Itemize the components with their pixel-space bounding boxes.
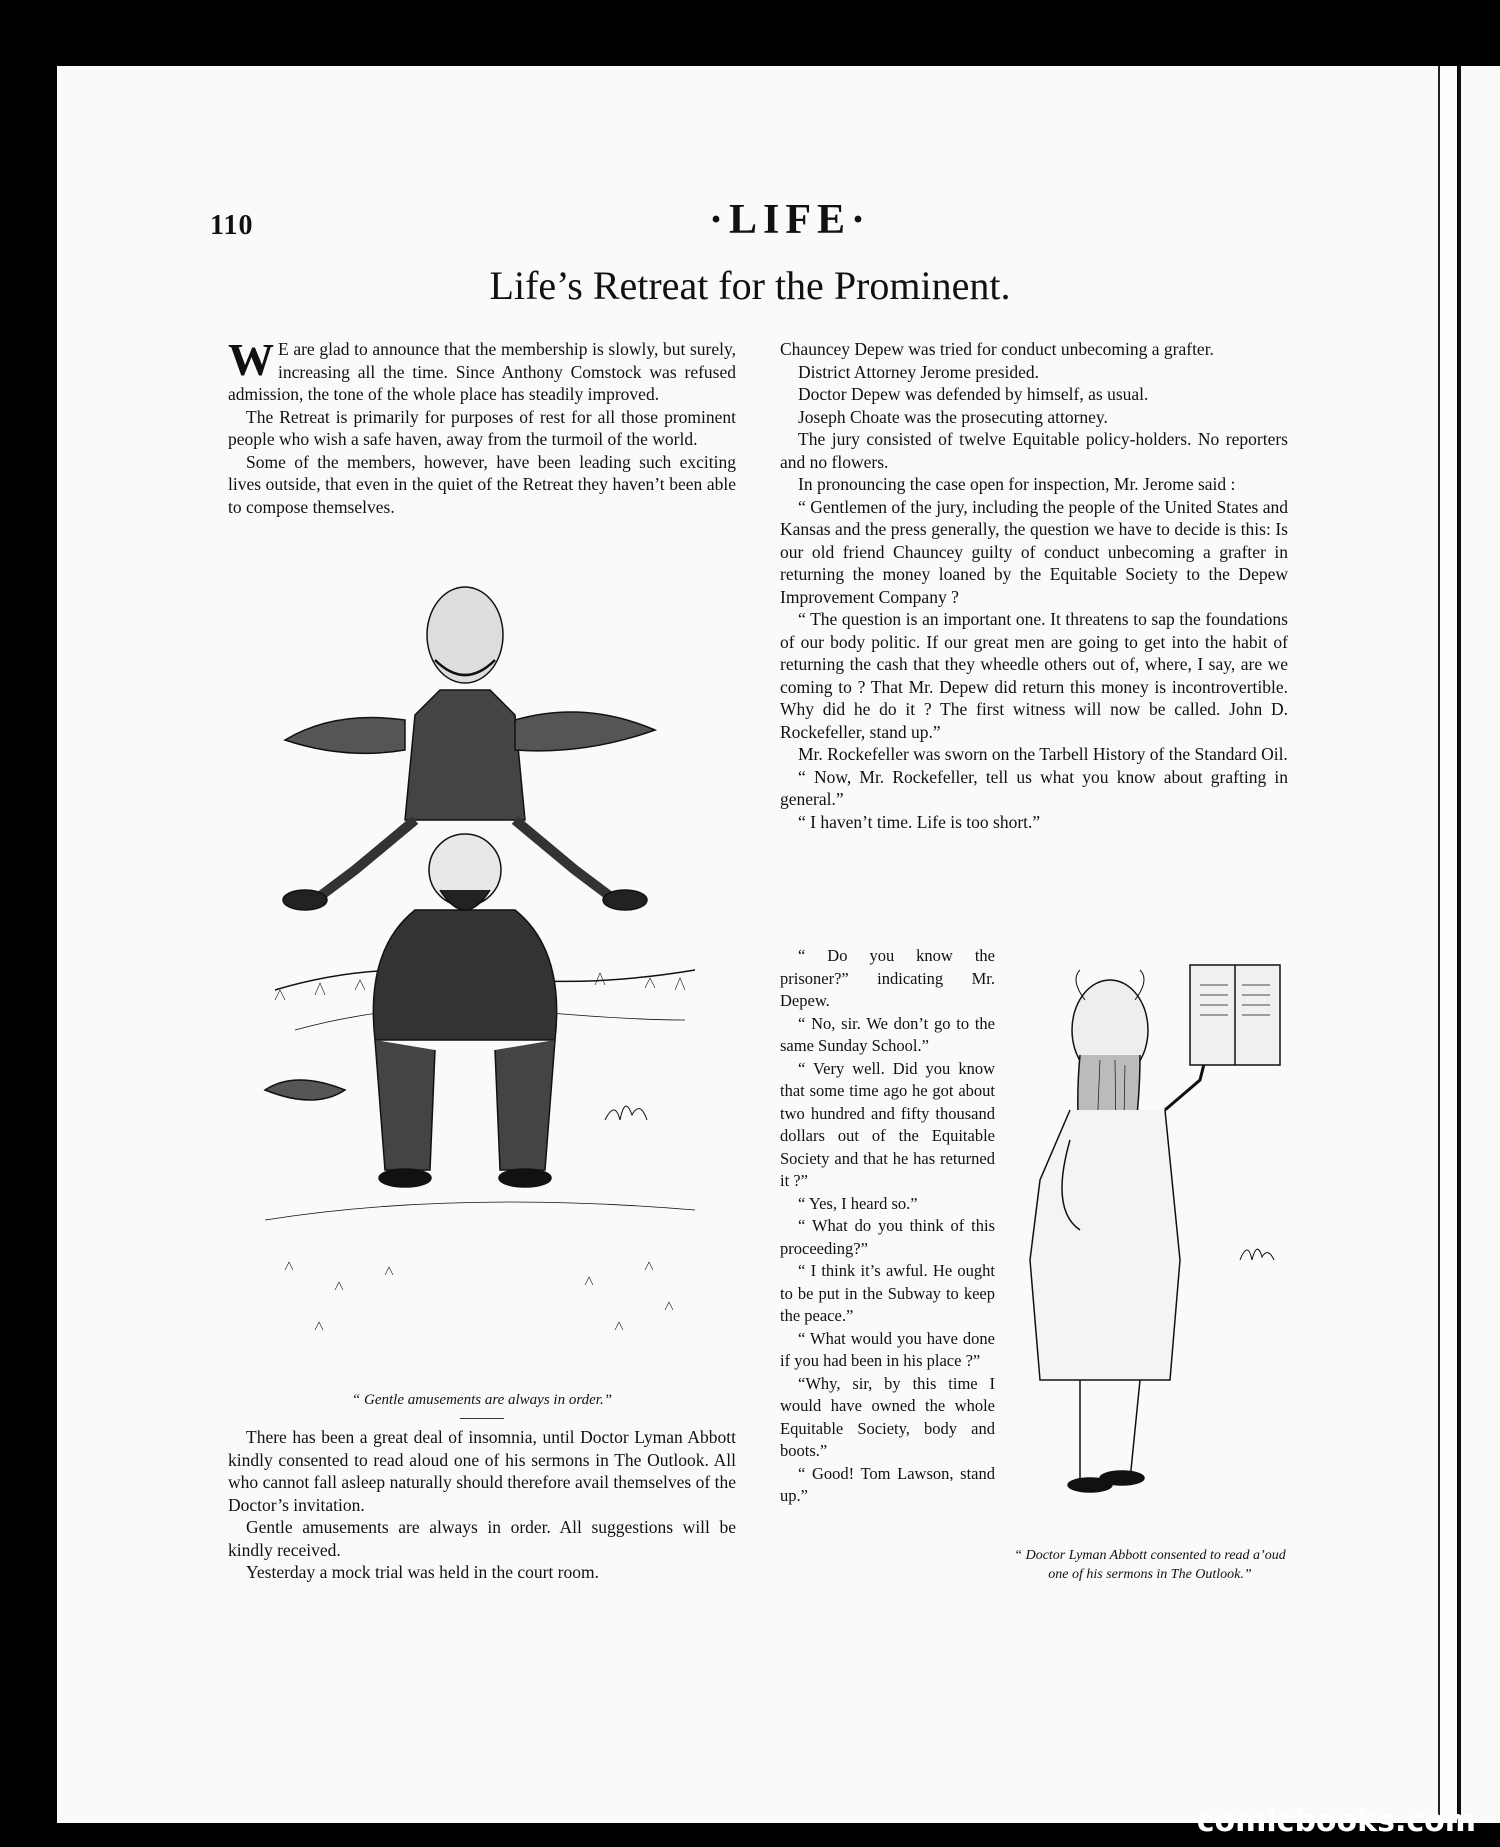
illustration-caption: “ Gentle amusements are always in order.” [351,1392,613,1408]
paragraph: “ No, sir. We don’t go to the same Sunday School.” [780,1013,995,1055]
paragraph: Joseph Choate was the prosecuting attorney. [798,406,1108,427]
right-column-narrow [780,945,995,1508]
intro-paragraph: W E are glad to announce that the membership is slowly, but surely, increasing all the time. Since Anthony Comstock was refused admission, the tone of the whole place has steadily improved. [228,334,736,404]
paragraph: “ Do you know the prisoner?” indicating Mr. Depew. [780,946,995,1010]
paragraph: Doctor Depew was defended by himself, as usual. [798,384,1149,404]
abbott-caption: “ Doctor Lyman Abbott consented to read a’oud one of his sermons in The Outlook.” [1014,1548,1286,1582]
drop-cap: W [228,334,274,385]
paragraph: “ I think it’s awful. He ought to be put in the Subway to keep the peace.” [780,1261,995,1325]
paragraph: “ Good! Tom Lawson, stand up.” [780,1463,995,1505]
caption-rule [460,1418,504,1419]
paragraph: In pronouncing the case open for inspection, Mr. Jerome said : [798,474,1236,494]
bearded-man-illustration [1010,960,1300,1520]
paragraph: There has been a great deal of insomnia, until Doctor Lyman Abbott kindly consented to read aloud one of his sermons in The Outlook. All who cannot fall asleep naturally should therefore avail themselves of the Doctor’s invitation. [228,1427,736,1515]
paragraph: “ Now, Mr. Rockefeller, tell us what you know about grafting in general.” [780,766,1288,809]
page-number: 110 [210,210,254,241]
paragraph: “ What do you think of this proceeding?” [780,1216,995,1258]
paragraph: Gentle amusements are always in order. All suggestions will be kindly received. [228,1517,736,1560]
paragraph: “ What would you have done if you had been in his place ?” [780,1328,995,1370]
masthead: ·LIFE· [708,197,872,243]
paragraph: “ Yes, I heard so.” [798,1193,918,1213]
paragraph: District Attorney Jerome presided. [798,361,1040,382]
article-title: Life’s Retreat for the Prominent. [489,263,1011,308]
watermark: comicbooks.com [1196,1804,1476,1839]
left-column-top [228,334,736,518]
paragraph: “Why, sir, by this time I would have owned the whole Equitable Society, body and boots.” [780,1373,995,1460]
paragraph: The jury consisted of twelve Equitable policy-holders. No reporters and no flowers. [780,429,1288,472]
paragraph: “ Gentlemen of the jury, including the people of the United States and Kansas and the press generally, the question we have to decide is this: Is our old friend Chauncey guilty of conduct unbecoming a grafter in returning the money loaned by the Equitable Society to the Depew Improvement Company ? [780,496,1288,607]
leapfrog-illustration [255,570,705,1380]
left-column-bottom [228,1426,736,1584]
paragraph: “ Very well. Did you know that some time ago he got about two hundred and fifty thousand dollars out of the Equitable Society and that he has returned it ?” [780,1058,995,1190]
next-page-edge [1458,66,1500,1823]
page-gutter [1438,66,1457,1823]
paragraph: Some of the members, however, have been leading such exciting lives outside, that even in the quiet of the Retreat they haven’t been able to compose themselves. [228,451,736,517]
paragraph: Yesterday a mock trial was held in the court room. [246,1562,599,1582]
paragraph: “ The question is an important one. It threatens to sap the foundations of our body politic. If our great men are going to get into the habit of returning the cash that they wheedle others out of, where, I say, are we coming to ? That Mr. Depew did return this money is incontrovertible. Why did he do it ? The first witness will now be called. John D. Rockefeller, stand up.” [780,609,1288,742]
right-column-top [780,338,1288,833]
paragraph: Mr. Rockefeller was sworn on the Tarbell History of the Standard Oil. [798,744,1288,764]
paragraph: “ I haven’t time. Life is too short.” [798,811,1041,832]
paragraph: The Retreat is primarily for purposes of rest for all those prominent people who wish a safe haven, away from the turmoil of the world. [228,406,736,449]
paragraph: Chauncey Depew was tried for conduct unbecoming a grafter. [780,339,1214,359]
